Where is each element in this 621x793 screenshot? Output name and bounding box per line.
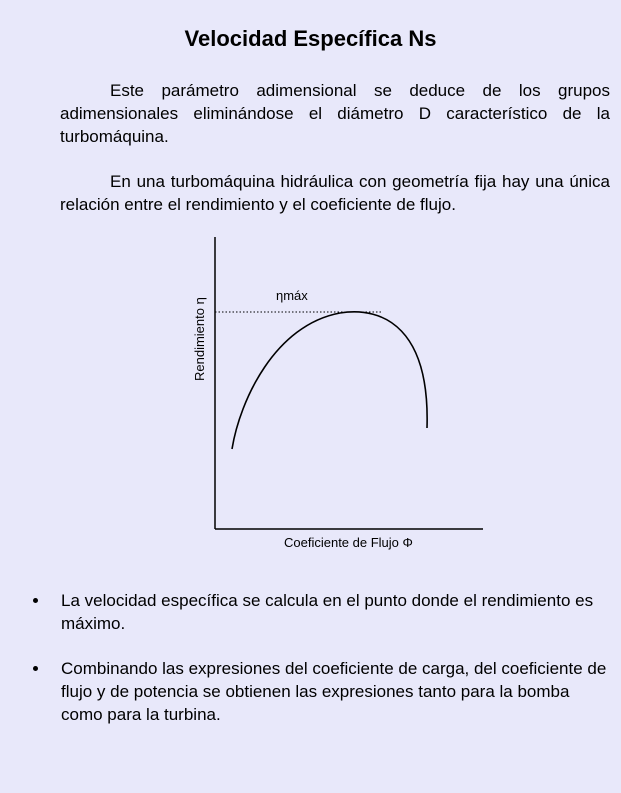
bullet-text-expressions: Combinando las expresiones del coeficiente de carga, del coeficiente de flujo y de potencia se obtienen las expresiones tanto para la bomba como para la turbina.	[61, 659, 607, 724]
y-axis-label: Rendimiento η	[192, 297, 207, 381]
relation-paragraph: En una turbomáquina hidráulica con geometría fija hay una única relación entre el rendimiento y el coeficiente de flujo.	[60, 172, 610, 214]
bullet-dot	[33, 598, 38, 603]
bullet-dot	[33, 666, 38, 671]
bullet-item-expressions	[30, 657, 610, 726]
peak-label: ηmáx	[276, 288, 308, 303]
intro-paragraph: Este parámetro adimensional se deduce de los grupos adimensionales eliminándose el diámetro D característico de la turbomáquina.	[60, 81, 610, 146]
bullet-item-peak	[30, 589, 610, 635]
bullet-text-peak: La velocidad específica se calcula en el punto donde el rendimiento es máximo.	[61, 591, 594, 633]
efficiency-curve	[232, 312, 427, 449]
page-title-text: Velocidad Específica Ns	[184, 26, 437, 51]
bullet-list	[30, 589, 610, 748]
x-axis-label: Coeficiente de Flujo Φ	[284, 535, 413, 550]
